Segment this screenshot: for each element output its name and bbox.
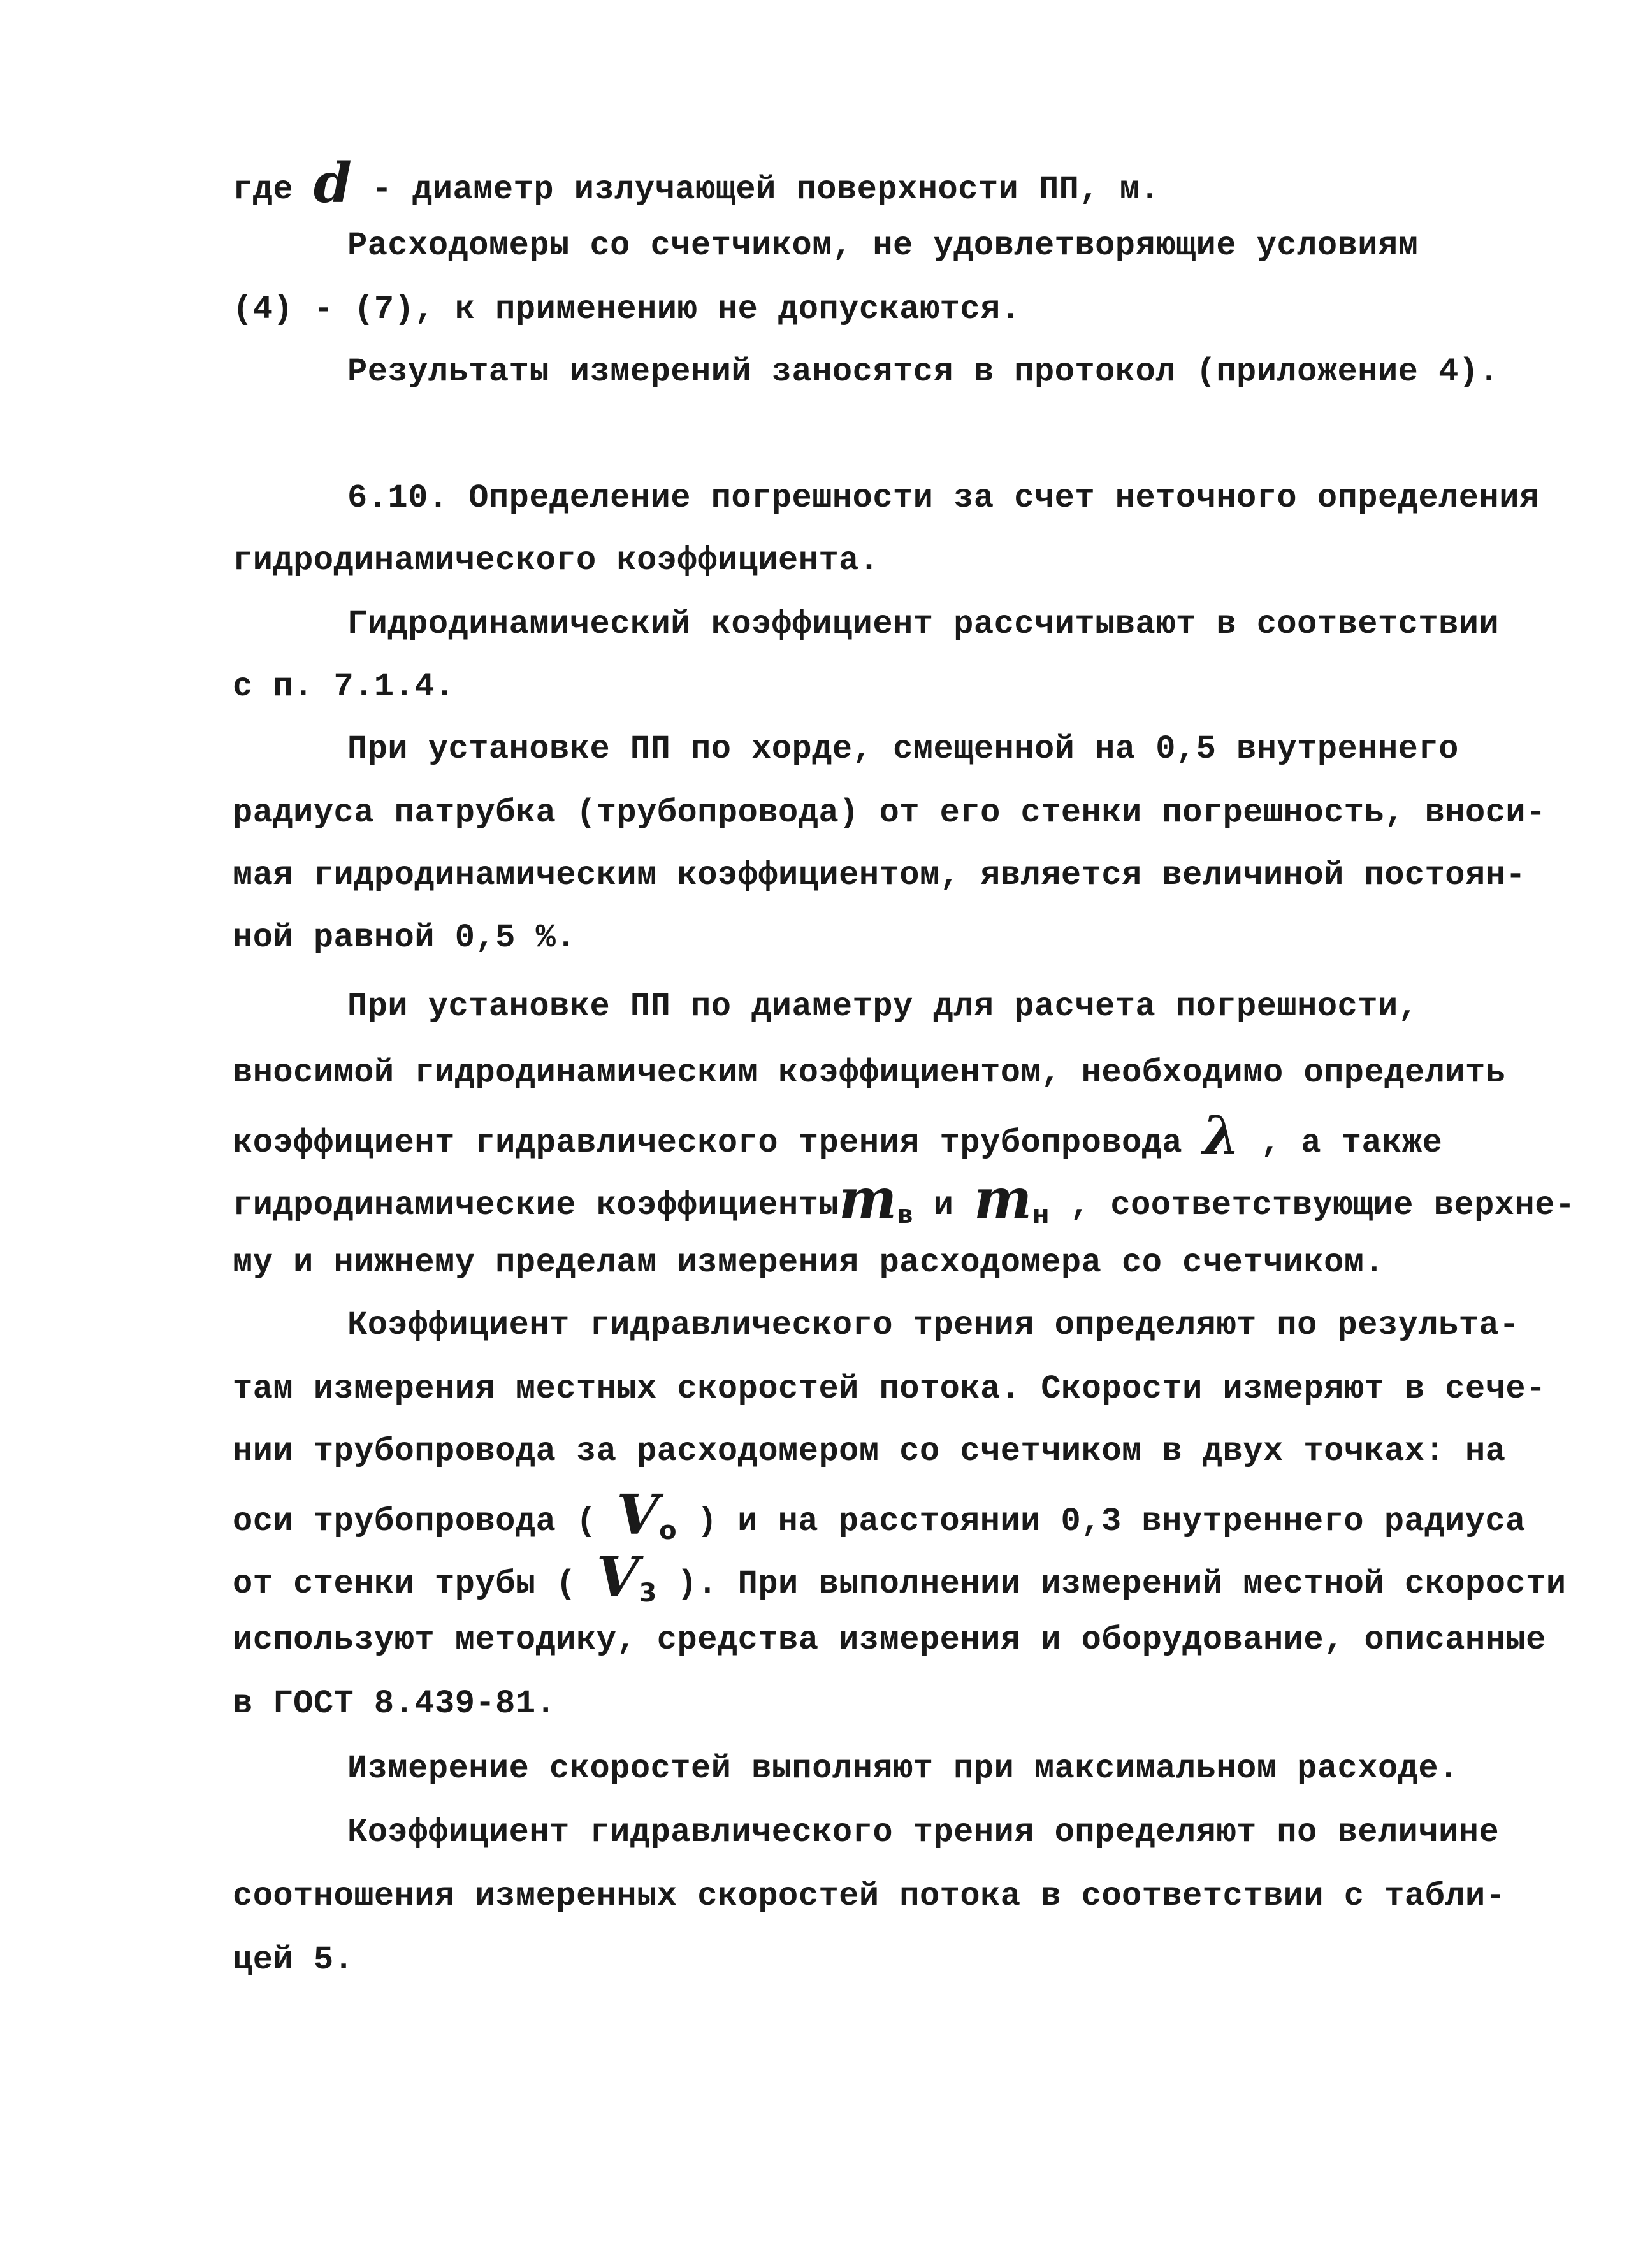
text-line xyxy=(233,1167,1575,1234)
text-line xyxy=(233,151,1161,215)
text-span: и xyxy=(933,1187,954,1224)
section-heading: гидродинамического коэффициента. xyxy=(233,542,880,579)
text-line: вносимой гидродинамическим коэффициентом, необходимо определить xyxy=(233,1054,1506,1092)
symbol-d: d xyxy=(313,151,352,215)
text-span: ). При выполнении измерений местной скорости xyxy=(677,1565,1567,1603)
text-line: При установке ПП по хорде, смещенной на 0,5 внутреннего xyxy=(347,730,1459,768)
text-line xyxy=(233,1104,1443,1167)
text-line: в ГОСТ 8.439-81. xyxy=(233,1685,556,1723)
text-line xyxy=(233,1483,1526,1550)
text-span: - диаметр излучающей поверхности ПП, м. xyxy=(372,171,1161,208)
subscript-o: o xyxy=(659,1516,677,1545)
section-heading: 6.10. Определение погрешности за счет неточного определения xyxy=(347,479,1540,517)
subscript-n: н xyxy=(1032,1200,1050,1229)
symbol-v3: V xyxy=(596,1545,639,1610)
text-line: При установке ПП по диаметру для расчета погрешности, xyxy=(347,988,1419,1025)
text-span: оси трубопровода ( xyxy=(233,1503,597,1540)
text-line: Гидродинамический коэффициент рассчитывают в соответствии xyxy=(347,605,1500,643)
text-line: ной равной 0,5 %. xyxy=(233,919,576,957)
text-line: Измерение скоростей выполняют при максимальном расходе. xyxy=(347,1750,1459,1788)
subscript-3: 3 xyxy=(639,1578,657,1608)
text-line: используют методику, средства измерения и оборудование, описанные xyxy=(233,1621,1546,1659)
text-line: с п. 7.1.4. xyxy=(233,668,455,705)
text-line: там измерения местных скоростей потока. Скорости измеряют в сече- xyxy=(233,1370,1546,1408)
text-span: где xyxy=(233,171,294,208)
text-span: , соответствующие верхне- xyxy=(1069,1187,1575,1224)
text-line: радиуса патрубка (трубопровода) от его стенки погрешность, вноси- xyxy=(233,794,1546,832)
text-line: соотношения измеренных скоростей потока в соответствии с табли- xyxy=(233,1877,1506,1915)
text-line: цей 5. xyxy=(233,1941,354,1979)
text-line: Результаты измерений заносятся в протокол (приложение 4). xyxy=(347,353,1500,391)
text-line: нии трубопровода за расходомером со счетчиком в двух точках: на xyxy=(233,1433,1506,1470)
text-span: коэффициент гидравлического трения трубопровода xyxy=(233,1124,1183,1162)
symbol-m-lower: m xyxy=(974,1167,1032,1231)
text-line: (4) - (7), к применению не допускаются. xyxy=(233,291,1021,328)
text-line: му и нижнему пределам измерения расходомера со счетчиком. xyxy=(233,1244,1385,1282)
text-line: Коэффициент гидравлического трения определяют по результа- xyxy=(347,1306,1519,1344)
symbol-m-upper: m xyxy=(839,1167,897,1231)
text-line: Коэффициент гидравлического трения определяют по величине xyxy=(347,1814,1500,1851)
symbol-lambda: λ xyxy=(1202,1104,1241,1167)
text-span: гидродинамические коэффициенты xyxy=(233,1187,839,1224)
text-span: ) и на расстоянии 0,3 внутреннего радиуса xyxy=(697,1503,1526,1540)
symbol-v0: V xyxy=(616,1483,660,1547)
text-span: , а также xyxy=(1260,1124,1443,1162)
subscript-v: в xyxy=(897,1200,913,1229)
text-line: Расходомеры со счетчиком, не удовлетворяющие условиям xyxy=(347,227,1419,264)
text-line: мая гидродинамическим коэффициентом, является величиной постоян- xyxy=(233,856,1526,894)
text-line xyxy=(233,1545,1567,1612)
text-span: от стенки трубы ( xyxy=(233,1565,576,1603)
